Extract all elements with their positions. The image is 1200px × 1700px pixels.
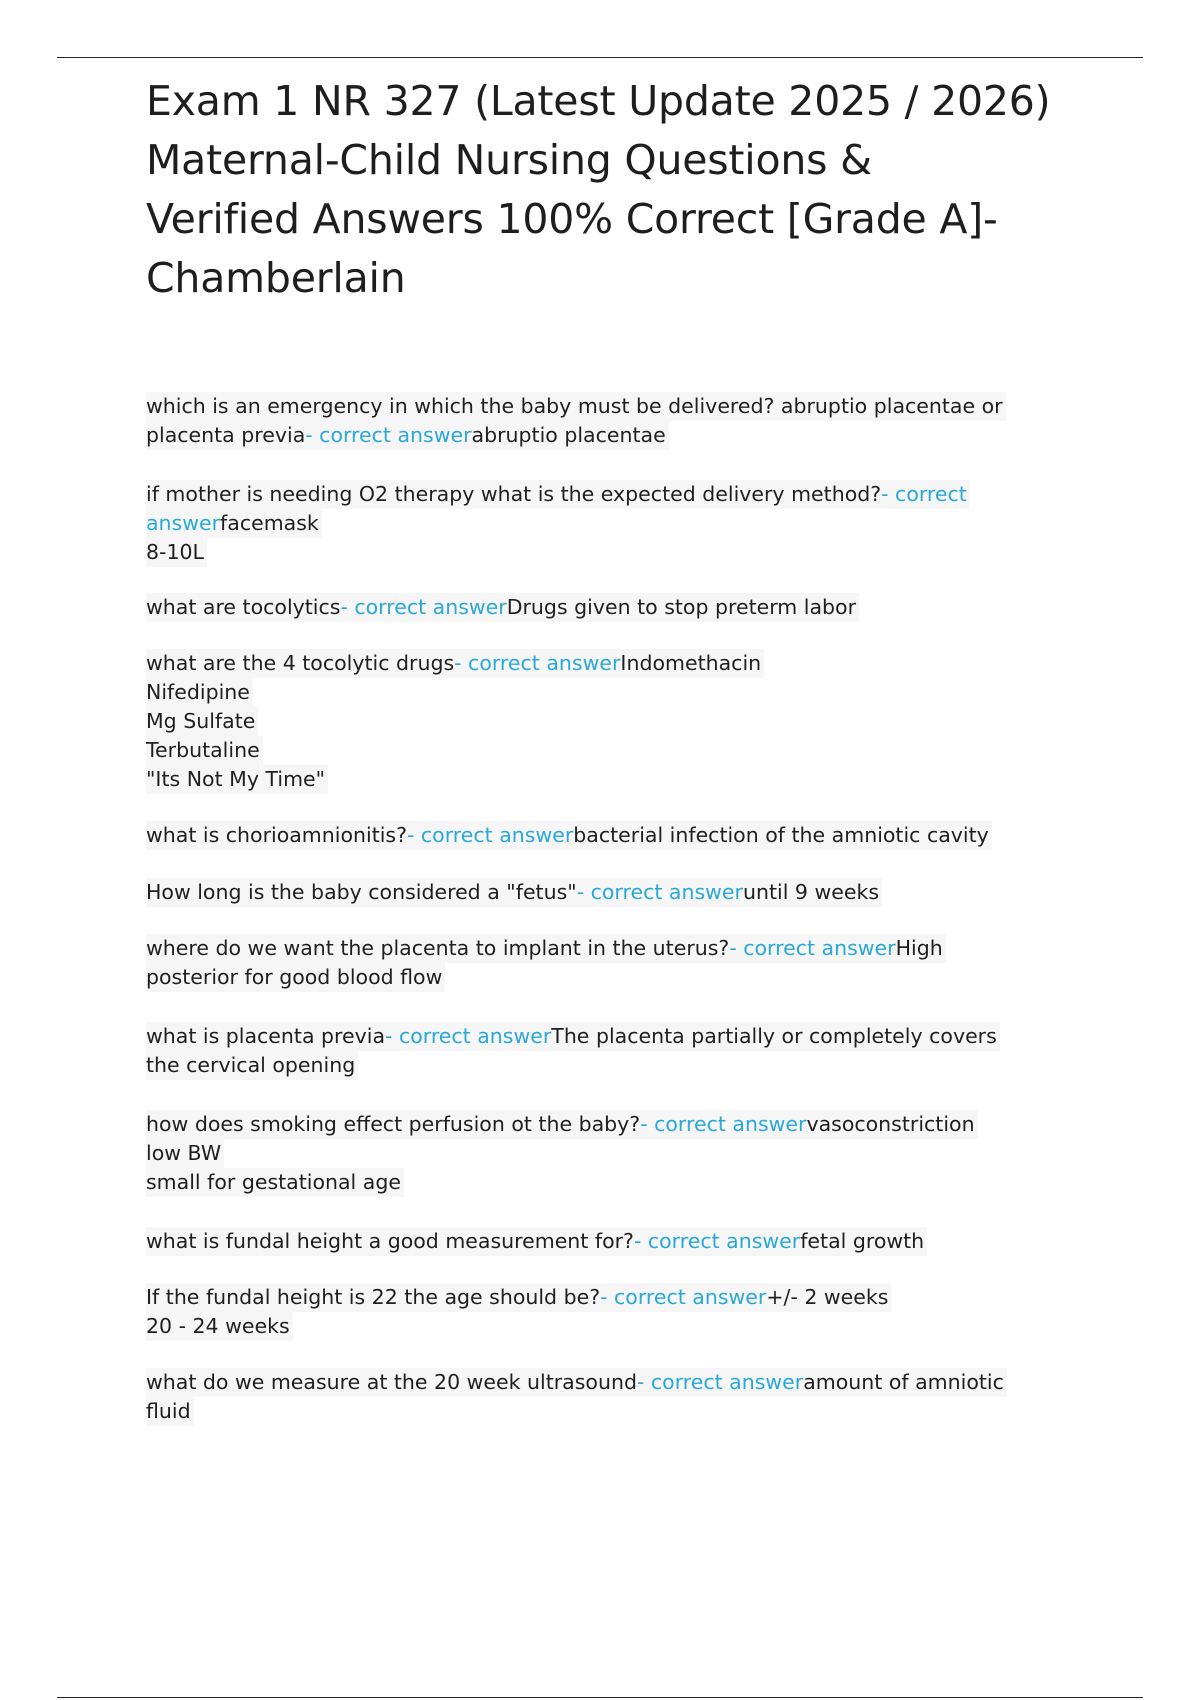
qa-item [146, 1227, 927, 1256]
correct-answer-label: - correct answer [600, 1285, 767, 1309]
answer-text: The placenta partially or completely covers [551, 1024, 997, 1048]
qa-text: 20 - 24 weeks [146, 1314, 290, 1338]
qa-text: what is placenta previa [146, 1024, 386, 1048]
qa-line [146, 480, 970, 509]
qa-line [146, 821, 992, 850]
qa-line [146, 1368, 1007, 1397]
qa-text: placenta previa [146, 423, 306, 447]
qa-line [146, 1110, 978, 1139]
qa-line [146, 421, 669, 450]
qa-line [146, 1227, 927, 1256]
qa-text: the cervical opening [146, 1053, 356, 1077]
title-line-1: Exam 1 NR 327 (Latest Update 2025 / 2026) [146, 77, 1051, 125]
answer-text: vasoconstriction [806, 1112, 975, 1136]
answer-text: bacterial infection of the amniotic cavity [573, 823, 989, 847]
qa-text: low BW [146, 1141, 222, 1165]
qa-line [146, 1397, 194, 1426]
correct-answer-label: - correct answer [454, 651, 621, 675]
qa-line [146, 878, 882, 907]
correct-answer-label: - correct answer [305, 423, 472, 447]
qa-item [146, 1022, 1000, 1080]
qa-text: If the fundal height is 22 the age should be? [146, 1285, 601, 1309]
qa-item [146, 649, 764, 794]
qa-line [146, 765, 328, 794]
qa-item [146, 1368, 1007, 1426]
answer-text: until 9 weeks [742, 880, 880, 904]
correct-answer-label: - correct answer [640, 1112, 807, 1136]
qa-text: Mg Sulfate [146, 709, 256, 733]
correct-answer-label: answer [146, 511, 221, 535]
answer-text: facemask [220, 511, 319, 535]
qa-text: what is chorioamnionitis? [146, 823, 407, 847]
answer-text: Indomethacin [620, 651, 762, 675]
qa-text: if mother is needing O2 therapy what is the expected delivery method? [146, 482, 882, 506]
qa-text: Nifedipine [146, 680, 250, 704]
qa-text: small for gestational age [146, 1170, 401, 1194]
qa-line [146, 934, 946, 963]
qa-line [146, 678, 253, 707]
qa-line [146, 392, 1006, 421]
qa-text: How long is the baby considered a "fetus" [146, 880, 577, 904]
qa-line [146, 649, 764, 678]
qa-line [146, 963, 445, 992]
correct-answer-label: - correct answer [633, 1229, 801, 1253]
qa-text: "Its Not My Time" [146, 767, 326, 791]
qa-line [146, 1022, 1000, 1051]
qa-line [146, 593, 859, 622]
top-rule [57, 57, 1143, 58]
answer-text: Drugs given to stop preterm labor [506, 595, 857, 619]
qa-line [146, 1139, 224, 1168]
qa-text: fluid [146, 1399, 191, 1423]
bottom-rule [57, 1697, 1143, 1698]
answer-text: abruptio placentae [471, 423, 666, 447]
qa-line [146, 1168, 404, 1197]
qa-item [146, 480, 970, 567]
document-title [146, 72, 1106, 308]
qa-text: what do we measure at the 20 week ultrasound [146, 1370, 637, 1394]
qa-line [146, 736, 263, 765]
qa-item [146, 1110, 978, 1197]
answer-text: amount of amniotic [803, 1370, 1004, 1394]
qa-text: what are the 4 tocolytic drugs [146, 651, 455, 675]
title-line-4: Chamberlain [146, 254, 406, 302]
qa-line [146, 538, 207, 567]
qa-text: 8-10L [146, 540, 204, 564]
answer-text: fetal growth [800, 1229, 925, 1253]
qa-line [146, 1283, 891, 1312]
title-line-3: Verified Answers 100% Correct [Grade A]- [146, 195, 998, 243]
qa-item [146, 934, 946, 992]
qa-text: which is an emergency in which the baby must be delivered? abruptio placentae or [146, 394, 1003, 418]
qa-text: where do we want the placenta to implant in the uterus? [146, 936, 730, 960]
qa-item [146, 878, 882, 907]
qa-line [146, 707, 258, 736]
qa-item [146, 593, 859, 622]
qa-item [146, 821, 992, 850]
correct-answer-label: - correct answer [636, 1370, 804, 1394]
answer-text: High [895, 936, 943, 960]
qa-line [146, 509, 322, 538]
correct-answer-label: - correct answer [576, 880, 743, 904]
correct-answer-label: - correct answer [340, 595, 507, 619]
title-line-2: Maternal-Child Nursing Questions & [146, 136, 872, 184]
qa-list [146, 392, 1076, 1454]
answer-text: +/- 2 weeks [766, 1285, 889, 1309]
qa-line [146, 1312, 293, 1341]
qa-text: how does smoking effect perfusion ot the baby? [146, 1112, 641, 1136]
qa-item [146, 392, 1006, 450]
qa-text: what is fundal height a good measurement for? [146, 1229, 634, 1253]
correct-answer-label: - correct answer [729, 936, 896, 960]
qa-item [146, 1283, 891, 1341]
qa-line [146, 1051, 358, 1080]
correct-answer-label: - correct [881, 482, 967, 506]
qa-text: posterior for good blood flow [146, 965, 443, 989]
correct-answer-label: - correct answer [385, 1024, 552, 1048]
correct-answer-label: - correct answer [407, 823, 574, 847]
qa-text: what are tocolytics [146, 595, 341, 619]
qa-text: Terbutaline [146, 738, 260, 762]
